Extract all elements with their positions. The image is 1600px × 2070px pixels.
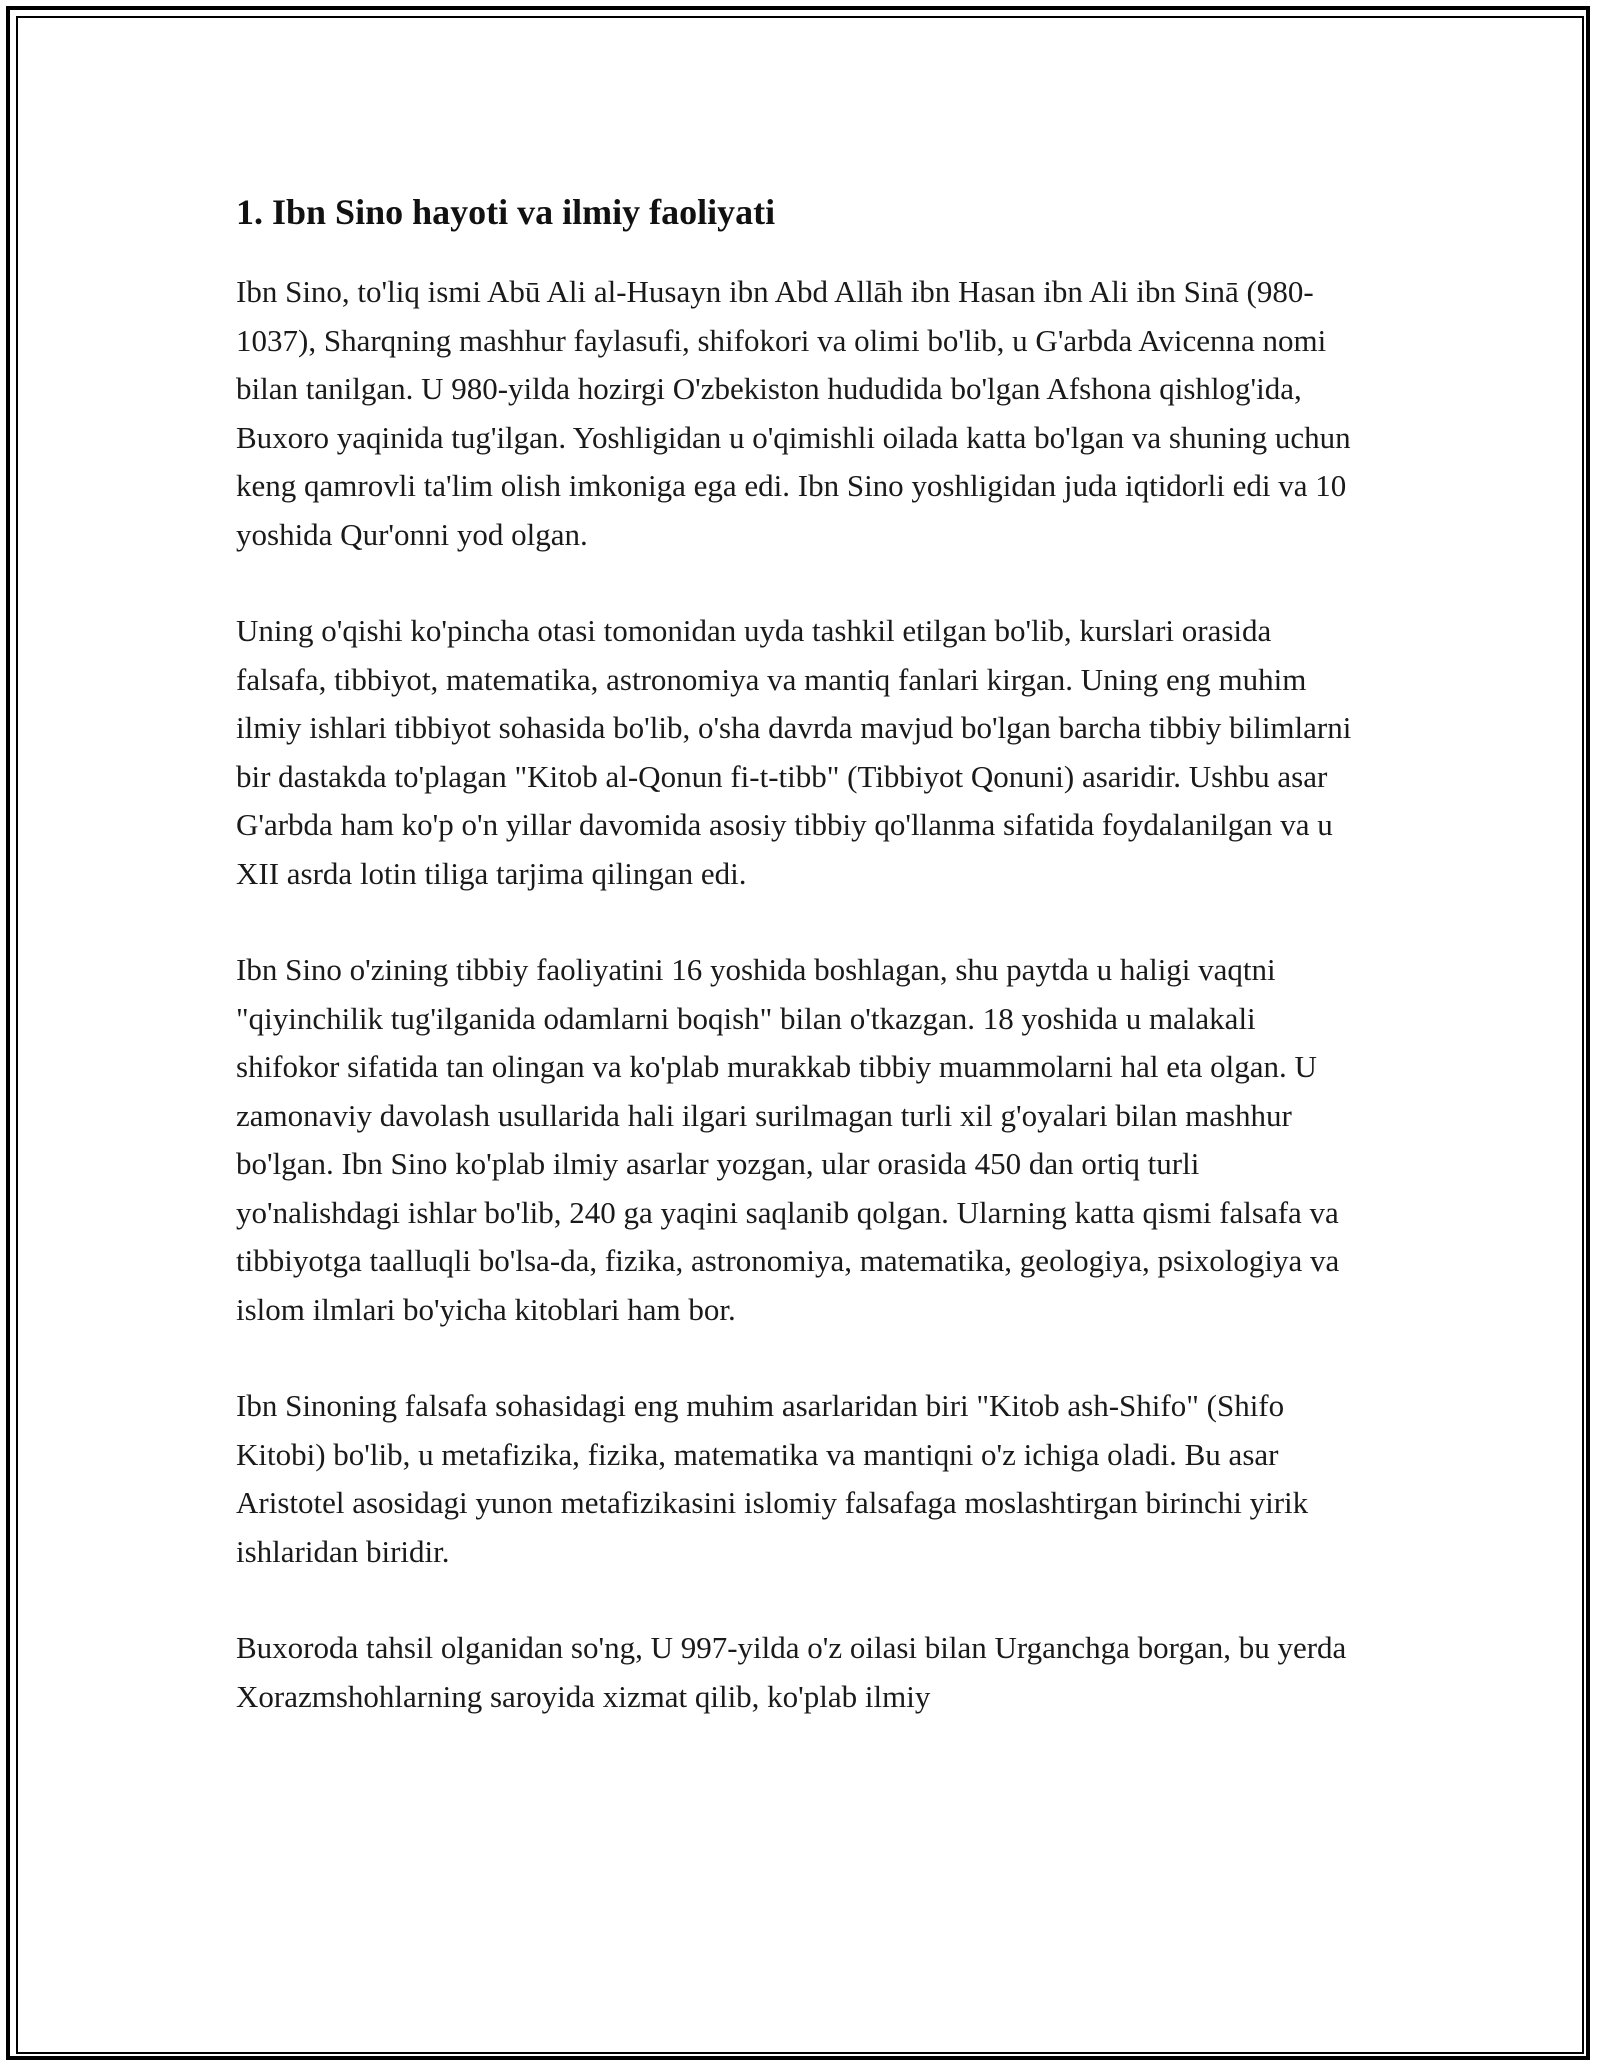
paragraph-education: Uning o'qishi ko'pincha otasi tomonidan uyda tashkil etilgan bo'lib, kurslari orasida falsafa, tibbiyot, matematika, astronomiya va mantiq fanlari kirgan. Uning eng muhim ilmiy ishlari tibbiyot sohasida bo'lib, o'sha davrda mavjud bo'lgan barcha tibbiy bilimlarni bir dastakda to'plagan "Kitob al-Qonun fi-t-tibb" (Tibbiyot Qonuni) asaridir. Ushbu asar G'arbda ham ko'p o'n yillar davomida asosiy tibbiy qo'llanma sifatida foydalanilgan va u XII asrda lotin tiliga tarjima qilingan edi. [236, 613, 1352, 891]
paragraph-urgench: Buxoroda tahsil olganidan so'ng, U 997-yilda o'z oilasi bilan Urganchga borgan, bu yerda Xorazmshohlarning saroyida xizmat qilib, ko'plab ilmiy [236, 1630, 1347, 1714]
paragraph-philosophy: Ibn Sinoning falsafa sohasidagi eng muhim asarlaridan biri "Kitob ash-Shifo" (Shifo Kitobi) bo'lib, u metafizika, fizika, matematika va mantiqni o'z ichiga oladi. Bu asar Aristotel asosidagi yunon metafizikasini islomiy falsafaga moslashtirgan birinchi yirik ishlaridan biridir. [236, 1388, 1309, 1569]
document-body [236, 188, 1364, 1769]
section-heading: 1. Ibn Sino hayoti va ilmiy faoliyati [236, 192, 776, 232]
paragraph-medical-career: Ibn Sino o'zining tibbiy faoliyatini 16 yoshida boshlagan, shu paytda u haligi vaqtni "qiyinchilik tug'ilganida odamlarni boqish" bilan o'tkazgan. 18 yoshida u malakali shifokor sifatida tan olingan va ko'plab murakkab tibbiy muammolarni hal eta olgan. U zamonaviy davolash usullarida hali ilgari surilmagan turli xil g'oyalari bilan mashhur bo'lgan. Ibn Sino ko'plab ilmiy asarlar yozgan, ular orasida 450 dan ortiq turli yo'nalishdagi ishlar bo'lib, 240 ga yaqini saqlanib qolgan. Ularning katta qismi falsafa va tibbiyotga taalluqli bo'lsa-da, fizika, astronomiya, matematika, geologiya, psixologiya va islom ilmlari bo'yicha kitoblari ham bor. [236, 952, 1340, 1327]
paragraph-intro: Ibn Sino, to'liq ismi Abū Ali al-Husayn ibn Abd Allāh ibn Hasan ibn Ali ibn Sinā (980-1037), Sharqning mashhur faylasufi, shifokori va olimi bo'lib, u G'arbda Avicenna nomi bilan tanilgan. U 980-yilda hozirgi O'zbekiston hududida bo'lgan Afshona qishlog'ida, Buxoro yaqinida tug'ilgan. Yoshligidan u o'qimishli oilada katta bo'lgan va shuning uchun keng qamrovli ta'lim olish imkoniga ega edi. Ibn Sino yoshligidan juda iqtidorli edi va 10 yoshida Qur'onni yod olgan. [236, 274, 1351, 552]
